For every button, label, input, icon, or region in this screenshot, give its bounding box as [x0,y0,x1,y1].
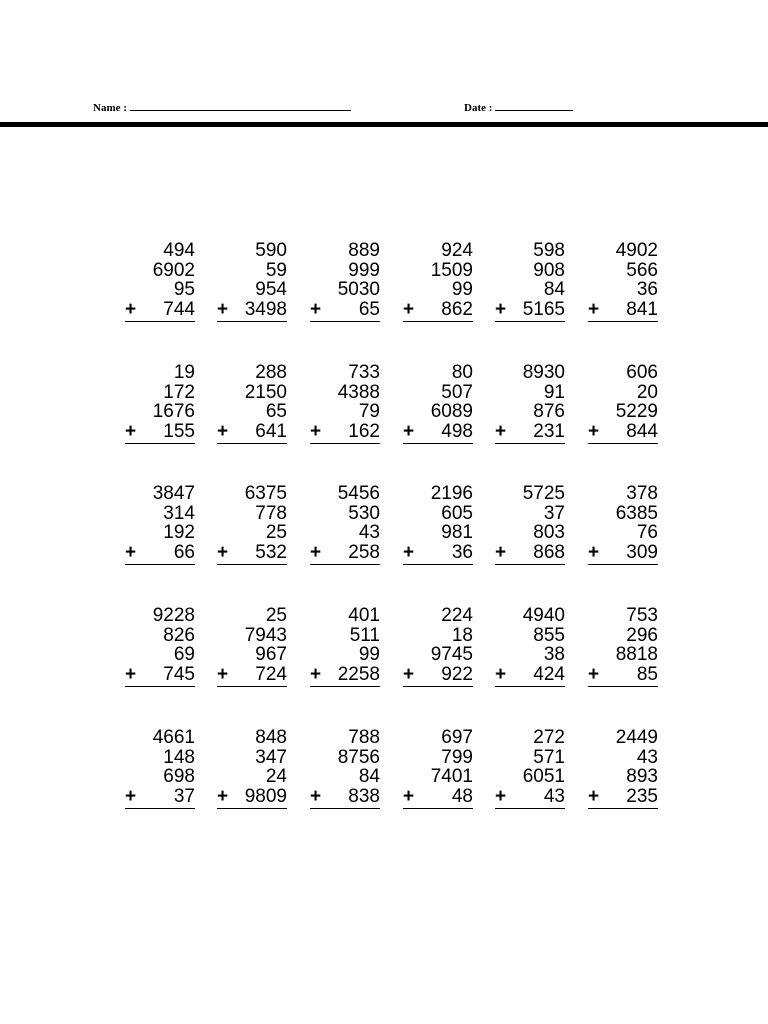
addition-problem [588,363,658,444]
addend: 80 [451,362,473,383]
plus-sign: + [217,298,229,320]
addend: 876 [533,401,565,423]
plus-sign: + [125,785,137,807]
addend: 753 [626,605,658,626]
addition-problem [217,606,287,687]
addend: 18 [451,624,473,646]
addition-problem [125,241,195,322]
addend: 2258 [337,663,380,685]
answer-line[interactable] [217,443,287,444]
answer-line[interactable] [588,808,658,809]
addend: 43 [543,785,565,807]
last-addend-row [125,787,195,807]
addend: 4661 [152,727,195,748]
plus-sign: + [310,298,322,320]
answer-line[interactable] [495,808,565,809]
addend: 314 [163,502,195,524]
addend: 530 [348,502,380,524]
addition-problem [310,606,380,687]
addend: 5456 [337,483,380,504]
addend: 6051 [522,766,565,788]
answer-line[interactable] [125,321,195,322]
plus-sign: + [403,663,415,685]
last-addend-row [588,787,658,807]
addend: 788 [348,727,380,748]
answer-line[interactable] [217,321,287,322]
last-addend-row [217,665,287,685]
plus-sign: + [495,298,507,320]
addend: 296 [626,624,658,646]
addend: 494 [163,240,195,261]
last-addend-row [310,543,380,563]
addition-problem [217,363,287,444]
addend: 25 [265,605,287,626]
addition-problem [588,728,658,809]
addend: 9745 [430,644,473,666]
addend: 733 [348,362,380,383]
answer-line[interactable] [588,443,658,444]
plus-sign: + [310,420,322,442]
date-blank-line[interactable] [495,100,573,111]
plus-sign: + [125,298,137,320]
addend: 6385 [615,502,658,524]
addend: 2196 [430,483,473,504]
plus-sign: + [125,663,137,685]
addend: 24 [265,766,287,788]
name-blank-line[interactable] [130,100,351,111]
answer-line[interactable] [588,564,658,565]
plus-sign: + [588,298,600,320]
answer-line[interactable] [125,808,195,809]
addend: 778 [255,502,287,524]
addend: 8756 [337,746,380,768]
last-addend-row [403,422,473,442]
addend: 571 [533,746,565,768]
addend: 9228 [152,605,195,626]
addend: 36 [636,279,658,301]
last-addend-row [495,787,565,807]
addend: 924 [441,240,473,261]
addend: 272 [533,727,565,748]
addition-problem [588,606,658,687]
addend: 309 [626,541,658,563]
name-field [93,100,351,114]
addend: 698 [163,766,195,788]
addend: 65 [358,298,380,320]
last-addend-row [125,422,195,442]
addend: 38 [543,644,565,666]
plus-sign: + [217,420,229,442]
date-field [464,100,573,114]
addend: 65 [265,401,287,423]
addend: 95 [173,279,195,301]
answer-line[interactable] [588,321,658,322]
addition-problem [495,484,565,565]
answer-line[interactable] [403,321,473,322]
addend: 172 [163,381,195,403]
addition-problem [495,606,565,687]
addend: 507 [441,381,473,403]
addend: 922 [441,663,473,685]
plus-sign: + [588,420,600,442]
last-addend-row [403,300,473,320]
addend: 999 [348,259,380,281]
addend: 6089 [430,401,473,423]
addend: 605 [441,502,473,524]
addend: 799 [441,746,473,768]
plus-sign: + [403,420,415,442]
addend: 43 [358,522,380,544]
last-addend-row [588,543,658,563]
answer-line[interactable] [495,564,565,565]
answer-line[interactable] [310,686,380,687]
addend: 2150 [244,381,287,403]
addition-problem [310,363,380,444]
last-addend-row [217,543,287,563]
plus-sign: + [217,785,229,807]
addend: 826 [163,624,195,646]
addition-problem [495,363,565,444]
answer-line[interactable] [495,686,565,687]
plus-sign: + [495,663,507,685]
addend: 641 [255,420,287,442]
addend: 3847 [152,483,195,504]
answer-line[interactable] [125,443,195,444]
addend: 5030 [337,279,380,301]
addend: 8930 [522,362,565,383]
addition-problem [310,241,380,322]
addend: 4940 [522,605,565,626]
addend: 3498 [244,298,287,320]
last-addend-row [310,787,380,807]
plus-sign: + [125,420,137,442]
addend: 532 [255,541,287,563]
addend: 724 [255,663,287,685]
addend: 4388 [337,381,380,403]
addend: 224 [441,605,473,626]
addition-problem [403,728,473,809]
answer-line[interactable] [588,686,658,687]
plus-sign: + [588,785,600,807]
plus-sign: + [217,541,229,563]
addition-problem [588,484,658,565]
answer-line[interactable] [125,564,195,565]
addend: 745 [163,663,195,685]
addend: 424 [533,663,565,685]
addend: 76 [636,522,658,544]
last-addend-row [403,787,473,807]
addend: 347 [255,746,287,768]
addend: 4902 [615,240,658,261]
addition-problem [403,484,473,565]
last-addend-row [403,543,473,563]
answer-line[interactable] [217,686,287,687]
addend: 378 [626,483,658,504]
answer-line[interactable] [403,564,473,565]
addend: 231 [533,420,565,442]
addend: 848 [255,727,287,748]
addend: 288 [255,362,287,383]
addend: 498 [441,420,473,442]
addition-problem [403,363,473,444]
last-addend-row [495,543,565,563]
addend: 37 [543,502,565,524]
plus-sign: + [588,541,600,563]
addend: 401 [348,605,380,626]
last-addend-row [588,300,658,320]
addend: 6902 [152,259,195,281]
addend: 855 [533,624,565,646]
addition-problem [495,241,565,322]
plus-sign: + [310,663,322,685]
addend: 868 [533,541,565,563]
last-addend-row [495,665,565,685]
plus-sign: + [403,785,415,807]
addition-problem [217,241,287,322]
answer-line[interactable] [217,564,287,565]
addend: 893 [626,766,658,788]
last-addend-row [310,422,380,442]
addend: 36 [451,541,473,563]
last-addend-row [588,665,658,685]
addend: 48 [451,785,473,807]
addend: 235 [626,785,658,807]
addend: 598 [533,240,565,261]
answer-line[interactable] [310,808,380,809]
addition-problem [495,728,565,809]
addend: 803 [533,522,565,544]
last-addend-row [125,300,195,320]
addend: 84 [358,766,380,788]
addition-problem [217,728,287,809]
plus-sign: + [588,663,600,685]
worksheet-header [0,100,768,120]
addition-problem [125,363,195,444]
addend: 25 [265,522,287,544]
addend: 85 [636,663,658,685]
addend: 258 [348,541,380,563]
addition-problem [217,484,287,565]
addend: 590 [255,240,287,261]
last-addend-row [495,300,565,320]
addend: 162 [348,420,380,442]
addend: 511 [349,624,380,646]
addend: 99 [358,644,380,666]
addend: 566 [626,259,658,281]
addend: 148 [163,746,195,768]
answer-line[interactable] [495,321,565,322]
addend: 43 [636,746,658,768]
addend: 908 [533,259,565,281]
last-addend-row [588,422,658,442]
addend: 192 [163,522,195,544]
addend: 37 [173,785,195,807]
last-addend-row [217,300,287,320]
answer-line[interactable] [217,808,287,809]
answer-line[interactable] [310,443,380,444]
addend: 967 [255,644,287,666]
addend: 838 [348,785,380,807]
addend: 1509 [430,259,473,281]
header-divider [0,122,768,127]
last-addend-row [125,543,195,563]
addend: 5165 [522,298,565,320]
answer-line[interactable] [495,443,565,444]
addend: 69 [173,644,195,666]
last-addend-row [125,665,195,685]
addend: 66 [173,541,195,563]
plus-sign: + [217,663,229,685]
addend: 697 [441,727,473,748]
addend: 844 [626,420,658,442]
last-addend-row [217,787,287,807]
addend: 99 [451,279,473,301]
addition-problem [310,484,380,565]
answer-line[interactable] [403,808,473,809]
addition-problem [125,606,195,687]
last-addend-row [310,300,380,320]
addend: 7943 [244,624,287,646]
addend: 5725 [522,483,565,504]
plus-sign: + [310,541,322,563]
addend: 744 [163,298,195,320]
last-addend-row [310,665,380,685]
addend: 841 [626,298,658,320]
addend: 862 [441,298,473,320]
addend: 84 [543,279,565,301]
addend: 981 [441,522,473,544]
addend: 954 [255,279,287,301]
addition-problem [125,484,195,565]
addition-problem [403,241,473,322]
addend: 91 [543,381,565,403]
addend: 155 [163,420,195,442]
answer-line[interactable] [310,564,380,565]
addend: 20 [636,381,658,403]
addend: 59 [265,259,287,281]
addend: 2449 [615,727,658,748]
addition-problem [310,728,380,809]
plus-sign: + [125,541,137,563]
last-addend-row [403,665,473,685]
plus-sign: + [403,541,415,563]
last-addend-row [495,422,565,442]
addend: 6375 [244,483,287,504]
answer-line[interactable] [403,443,473,444]
addend: 889 [348,240,380,261]
plus-sign: + [403,298,415,320]
plus-sign: + [495,420,507,442]
addition-problem [125,728,195,809]
addend: 5229 [615,401,658,423]
date-label: Date : [464,102,493,114]
addend: 1676 [152,401,195,423]
last-addend-row [217,422,287,442]
name-label: Name : [93,102,127,114]
addend: 79 [358,401,380,423]
addend: 9809 [244,785,287,807]
answer-line[interactable] [125,686,195,687]
addition-problem [588,241,658,322]
addend: 8818 [615,644,658,666]
plus-sign: + [495,541,507,563]
addition-problem [403,606,473,687]
addend: 7401 [430,766,473,788]
answer-line[interactable] [310,321,380,322]
addend: 19 [173,362,195,383]
plus-sign: + [495,785,507,807]
plus-sign: + [310,785,322,807]
answer-line[interactable] [403,686,473,687]
addend: 606 [626,362,658,383]
